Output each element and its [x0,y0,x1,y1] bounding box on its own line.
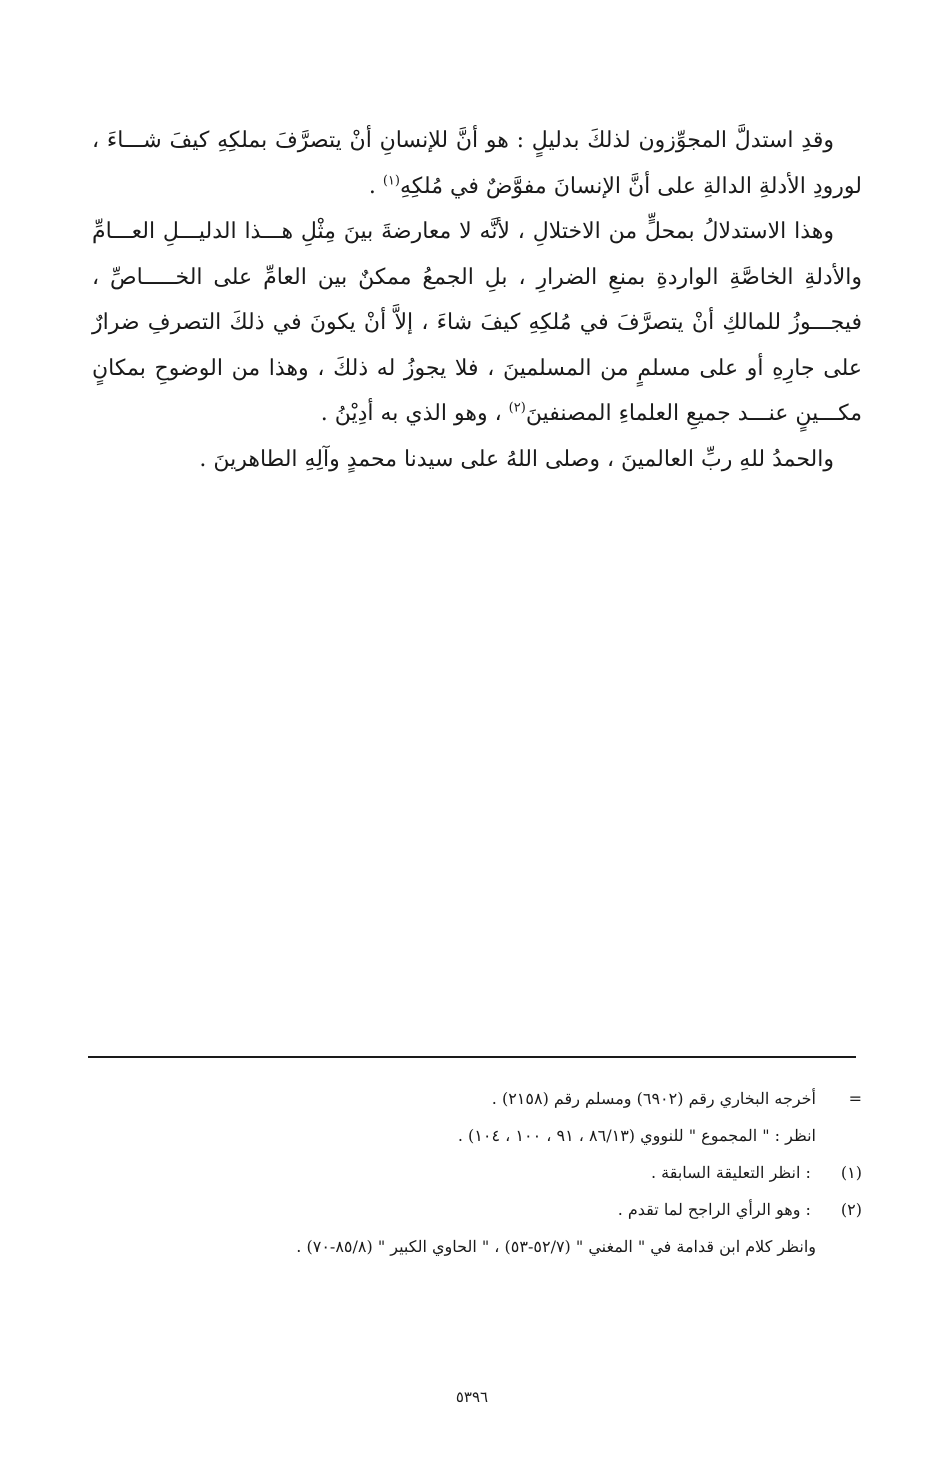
paragraph-text: والحمدُ للهِ ربِّ العالمينَ ، وصلى اللهُ على سيدنا محمدٍ وآلِهِ الطاهرينَ . [199,446,834,472]
footnote-marker-2: (٢) [840,1200,862,1219]
footnote-separator [88,1056,856,1058]
footnote-text: انظر : " المجموع " للنووي (٨٦/١٣ ، ٩١ ، ١٠٠ ، ١٠٤) . [457,1126,816,1145]
footnote-text: انظر التعليقة السابقة . [650,1163,801,1182]
page-number: ٥٣٩٦ [455,1388,489,1406]
footnote-text: وهو الرأي الراجح لما تقدم . [617,1200,801,1219]
main-text [92,118,862,482]
footnote-2: (٢) : وهو الرأي الراجح لما تقدم . [150,1191,862,1228]
paragraph-3 [92,437,862,483]
footnote-continuation-line [150,1117,862,1154]
paragraph-1 [92,118,862,209]
footnote-text: أخرجه البخاري رقم (٦٩٠٢) ومسلم رقم (٢١٥٨) . [491,1089,816,1108]
paragraph-2 [92,209,862,437]
footnote-1: (١) : انظر التعليقة السابقة . [150,1154,862,1191]
footnote-reference-2[interactable]: (٢) [508,400,526,416]
paragraph-text: وهذا الاستدلالُ بمحلٍّ من الاختلالِ ، لأنَّه لا معارضةَ بينَ مِثْلِ هـــذا الدليـــلِ العـــامِّ والأدلةِ الخاصَّةِ الواردةِ بمنعِ الضرارِ ، بلِ الجمعُ ممكنٌ بين العامِّ على الخـــــاصِّ ، فيجـــوزُ للمالكِ أنْ يتصرَّفَ في مُلكِهِ كيفَ شاءَ ، إلاَّ أنْ يكونَ في ذلكَ التصرفِ ضرارٌ على جارِهِ أو على مسلمٍ من المسلمينَ ، فلا يجوزُ له ذلكَ ، وهذا من الوضوحِ بمكانٍ مكـــينٍ عنـــد جميعِ العلماءِ المصنفينَ [92,219,863,426]
footnotes [150,1080,862,1265]
footnote-2-continued [150,1228,862,1265]
continuation-mark: = [848,1089,862,1108]
footnote-reference-1[interactable]: (١) [382,173,400,189]
footnote-text: وانظر كلام ابن قدامة في " المغني " (٥٢/٧-٥٣) ، " الحاوي الكبير " (٨٥/٨-٧٠) . [296,1237,816,1256]
paragraph-text: وقدِ استدلَّ المجوِّزون لذلكَ بدليلٍ : هو أنَّ للإنسانِ أنْ يتصرَّفَ بملكِهِ كيفَ شـــاءَ ، لورودِ الأدلةِ الدالةِ على أنَّ الإنسانَ مفوَّضٌ في مُلكِهِ [92,128,862,199]
footnote-continuation-line [150,1080,862,1117]
paragraph-text-end: ، وهو الذي به أدِيْنُ . [320,401,509,426]
footnote-marker-1: (١) [840,1163,862,1182]
paragraph-text-end: . [368,173,383,199]
